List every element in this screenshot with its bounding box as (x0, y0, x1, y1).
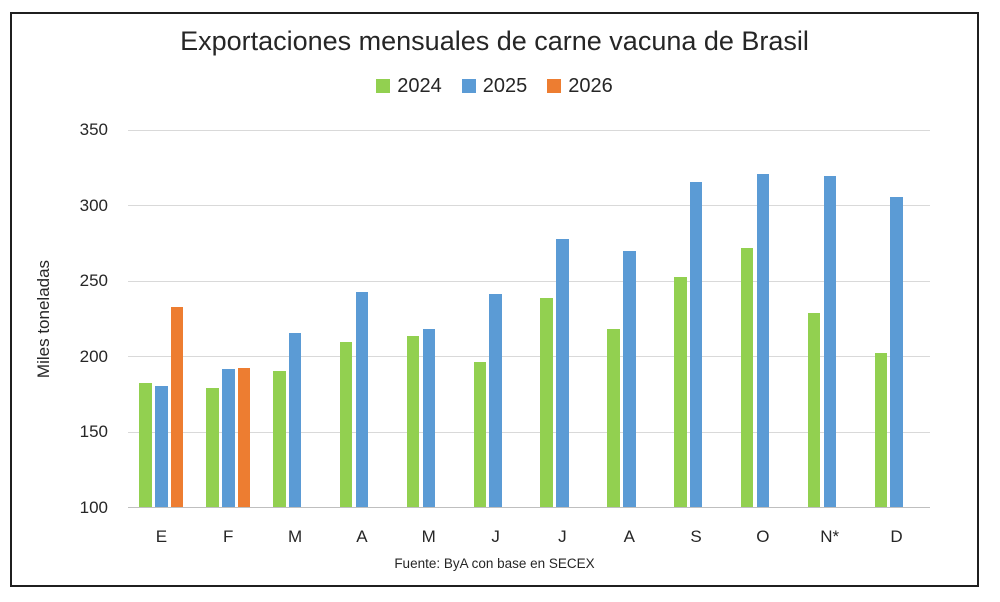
bar-2024-N* (808, 313, 821, 507)
bar-2024-J (540, 298, 553, 507)
bar-2024-F (206, 388, 219, 507)
legend-label: 2024 (397, 74, 442, 97)
bar-2024-O (741, 248, 754, 507)
y-tick-label: 150 (79, 422, 108, 442)
x-tick-label-J: J (491, 527, 500, 546)
legend-label: 2025 (482, 74, 528, 97)
y-tick-label: 300 (79, 195, 108, 215)
x-tick-label-S: S (690, 527, 702, 546)
x-tick-label-O: O (756, 527, 770, 546)
x-tick-label-A: A (356, 527, 368, 546)
bar-2025-A (356, 292, 369, 507)
bar-2025-J (556, 239, 569, 507)
bar-2024-M (273, 371, 286, 507)
legend-item-2026 (547, 75, 613, 98)
y-tick-label: 350 (79, 120, 108, 139)
legend-swatch-icon (462, 79, 476, 93)
y-axis-title: Miles toneladas (34, 259, 53, 379)
bar-2026-E (171, 307, 184, 507)
bar-2025-D (890, 197, 903, 507)
y-tick-label: 250 (79, 271, 108, 291)
chart-title: Exportaciones mensuales de carne vacuna de Brasil (180, 26, 809, 56)
x-tick-label-F: F (223, 527, 234, 546)
bar-2024-A (607, 329, 620, 507)
x-tick-label-E: E (155, 527, 168, 546)
bar-2025-M (423, 329, 436, 507)
chart-legend (10, 72, 979, 100)
legend-swatch-icon (376, 79, 390, 93)
legend-item-2024 (376, 75, 442, 98)
bar-2025-J (489, 294, 502, 507)
bar-2024-J (474, 362, 487, 507)
bar-2025-M (289, 333, 302, 507)
x-tick-label-J: J (558, 527, 567, 546)
x-tick-label-M: M (287, 527, 303, 546)
bar-2024-E (139, 383, 152, 507)
x-axis-line (128, 507, 930, 508)
y-tick-label: 100 (79, 498, 108, 517)
x-axis-tick-labels (128, 527, 930, 549)
x-tick-label-A: A (623, 527, 635, 546)
y-tick-label: 200 (79, 346, 108, 366)
legend-item-2025 (462, 75, 528, 98)
bar-2025-S (690, 182, 703, 507)
bar-2026-F (238, 368, 251, 507)
x-tick-label-M: M (421, 527, 436, 546)
x-tick-label-N*: N* (820, 527, 840, 546)
bar-2024-D (875, 353, 888, 507)
bar-2025-A (623, 251, 636, 507)
gridline (128, 205, 930, 206)
x-tick-label-D: D (890, 527, 903, 546)
bar-2024-S (674, 277, 687, 507)
bar-2025-F (222, 369, 235, 507)
bar-2024-M (407, 336, 420, 507)
bar-2024-A (340, 342, 353, 507)
bar-2025-O (757, 174, 770, 507)
y-axis-tick-labels (56, 120, 108, 517)
bar-2025-E (155, 386, 168, 507)
gridline (128, 130, 930, 131)
bar-2025-N* (824, 176, 837, 507)
legend-swatch-icon (547, 79, 561, 93)
gridline (128, 281, 930, 282)
plot-area (128, 130, 930, 508)
legend-label: 2026 (568, 74, 613, 97)
source-note: Fuente: ByA con base en SECEX (394, 556, 595, 571)
